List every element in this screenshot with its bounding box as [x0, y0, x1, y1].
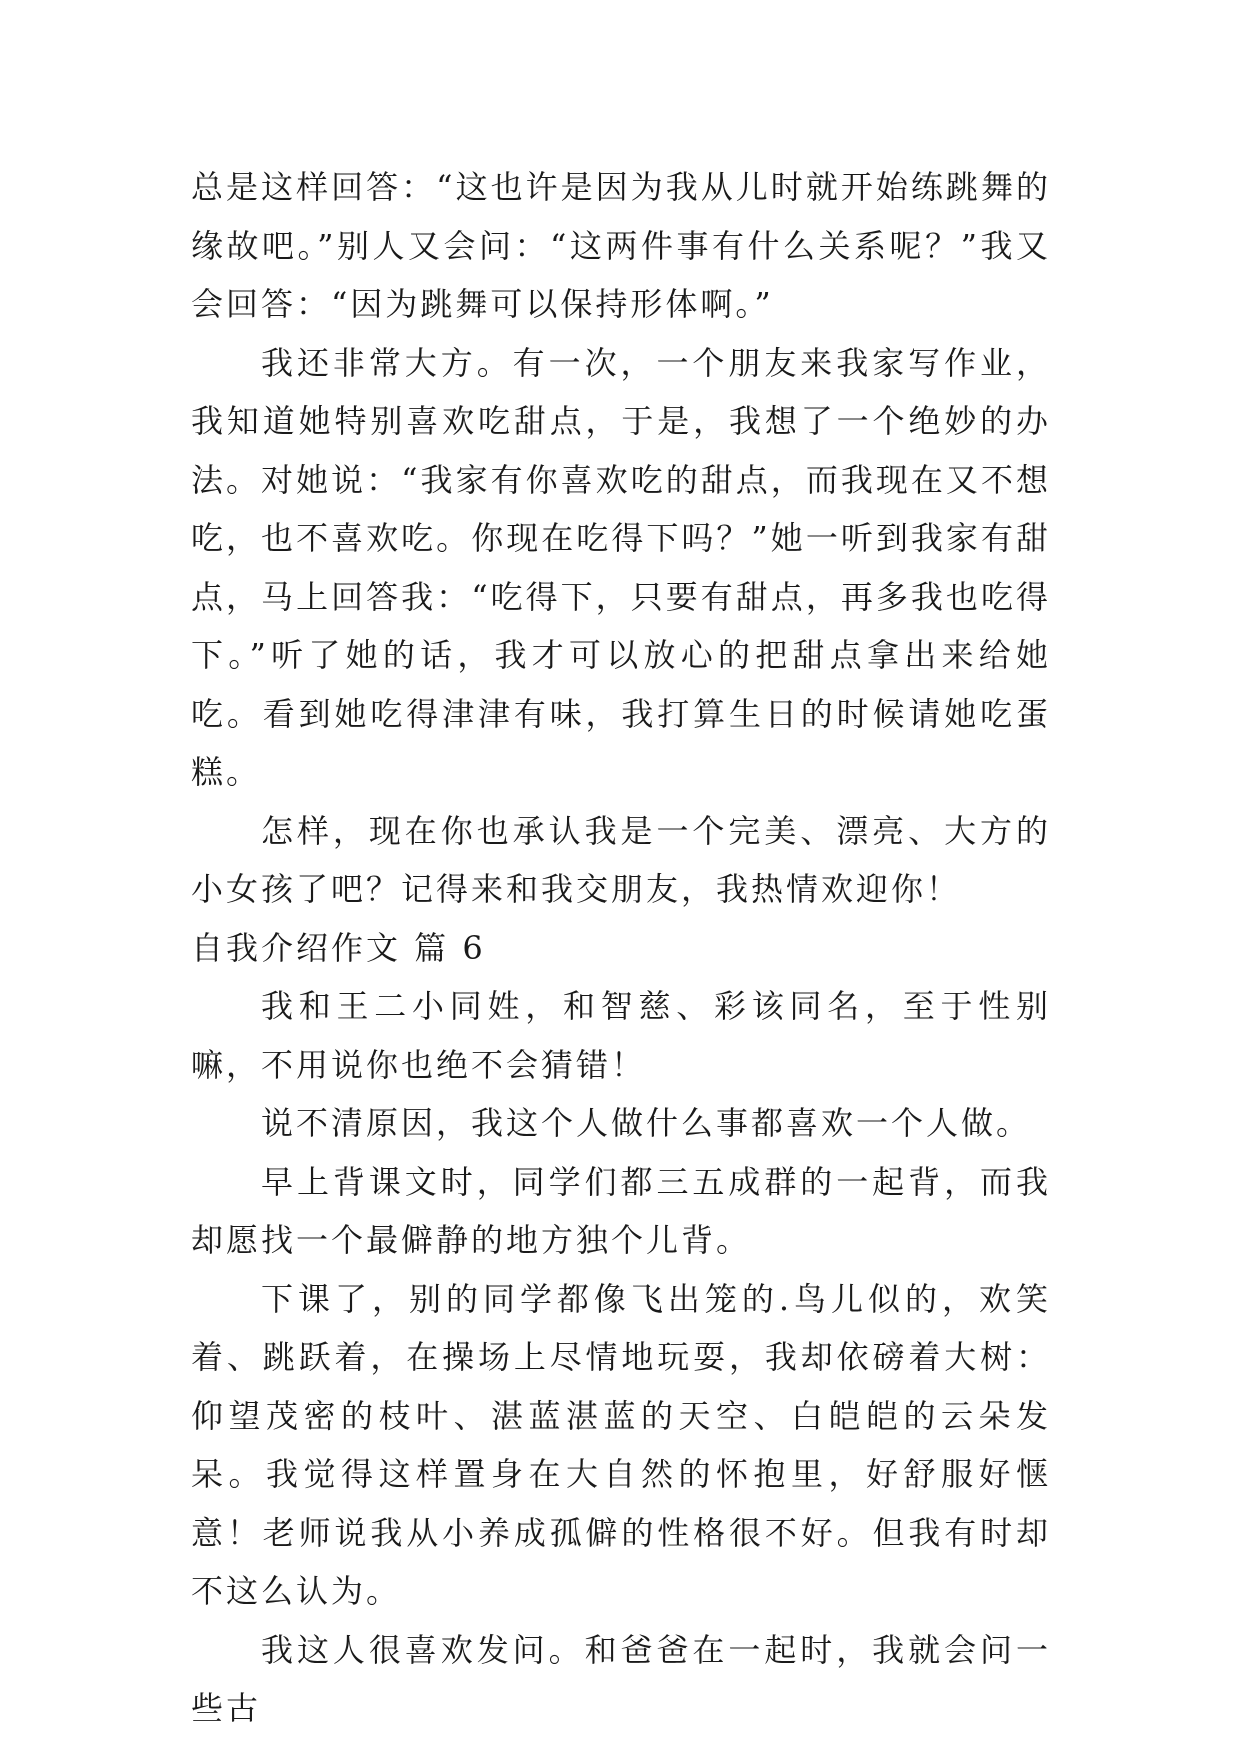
- document-body: [191, 158, 1051, 1738]
- paragraph: 说不清原因，我这个人做什么事都喜欢一个人做。: [261, 1104, 1032, 1142]
- paragraph: 怎样，现在你也承认我是一个完美、漂亮、大方的小女孩了吧？记得来和我交朋友，我热情欢迎你！: [191, 811, 1051, 908]
- paragraph: 下课了，别的同学都像飞出笼的.鸟儿似的，欢笑着、跳跃着，在操场上尽情地玩耍，我却依磅着大树：仰望茂密的枝叶、湛蓝湛蓝的天空、白皑皑的云朵发呆。我觉得这样置身在大自然的怀抱里，好舒服好惬意！老师说我从小养成孤僻的性格很不好。但我有时却不这么认为。: [191, 1279, 1051, 1610]
- paragraph: 早上背课文时，同学们都三五成群的一起背，而我却愿找一个最僻静的地方独个儿背。: [191, 1162, 1051, 1259]
- paragraph: 我还非常大方。有一次，一个朋友来我家写作业，我知道她特别喜欢吃甜点，于是，我想了一个绝妙的办法。对她说：“我家有你喜欢吃的甜点，而我现在又不想吃，也不喜欢吃。你现在吃得下吗？”她一听到我家有甜点，马上回答我：“吃得下，只要有甜点，再多我也吃得下。”听了她的话，我才可以放心的把甜点拿出来给她吃。看到她吃得津津有味，我打算生日的时候请她吃蛋糕。: [191, 343, 1051, 791]
- section-heading: 自我介绍作文 篇 6: [191, 928, 486, 967]
- paragraph: 我和王二小同姓，和智慈、彩该同名，至于性别嘛，不用说你也绝不会猜错！: [191, 987, 1051, 1084]
- paragraph: 总是这样回答：“这也许是因为我从儿时就开始练跳舞的缘故吧。”别人又会问：“这两件事有什么关系呢？”我又会回答：“因为跳舞可以保持形体啊。”: [191, 168, 1051, 323]
- paragraph: 我这人很喜欢发问。和爸爸在一起时，我就会问一些古: [191, 1630, 1051, 1727]
